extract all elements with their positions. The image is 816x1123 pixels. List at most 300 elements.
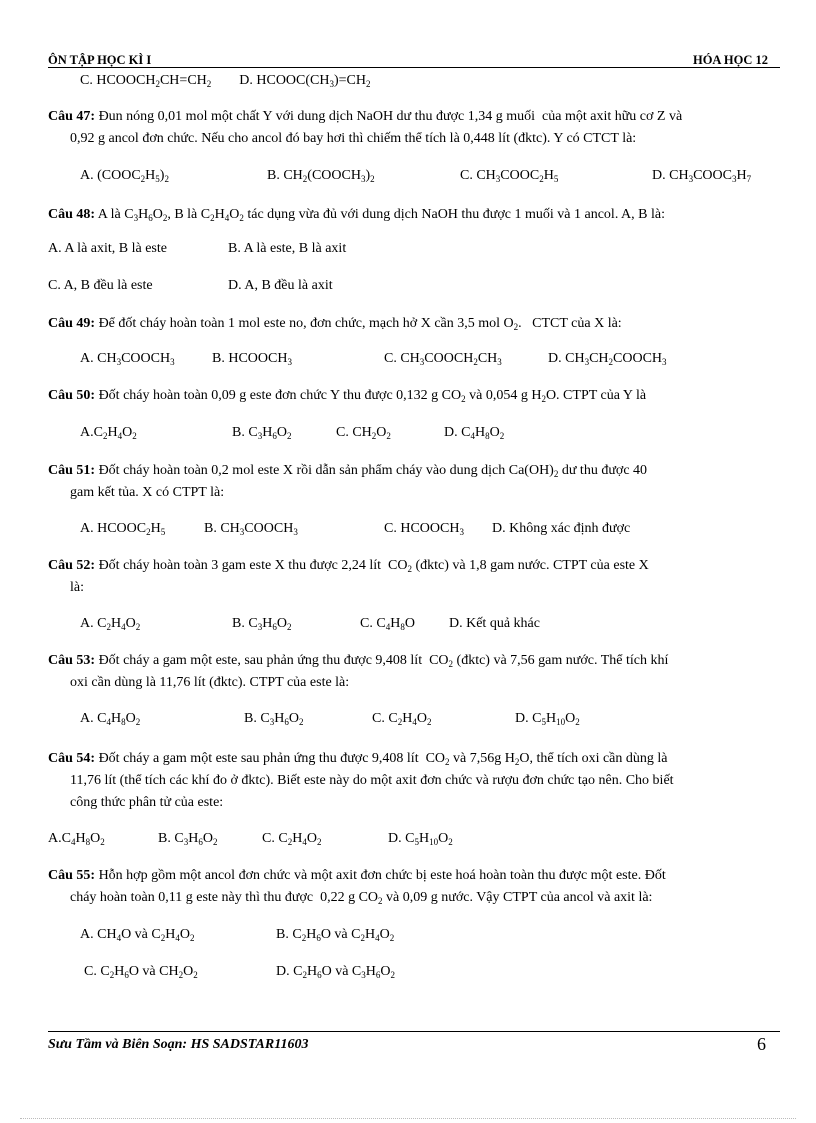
subscript: 2 — [106, 622, 111, 632]
subscript: 2 — [389, 933, 395, 943]
text-run: gam kết tủa. X có CTPT là: — [70, 485, 225, 500]
text-line — [384, 520, 464, 538]
page-number: 6 — [757, 1034, 766, 1054]
subscript: 2 — [360, 933, 365, 943]
question-number: Câu 54: — [48, 751, 96, 766]
text-run: C. HCOOCH — [80, 73, 156, 88]
text-line — [244, 710, 303, 728]
subscript: 2 — [448, 659, 454, 669]
subscript: 2 — [397, 717, 403, 727]
text-run: O — [183, 964, 194, 979]
text-line — [48, 206, 665, 224]
text-run: O — [416, 711, 427, 726]
subscript: 2 — [160, 933, 166, 943]
text-run: A. A là axit, B là este — [48, 241, 167, 256]
subscript: 2 — [164, 174, 169, 184]
text-line — [48, 750, 668, 768]
text-run: A. CH — [80, 927, 117, 942]
text-run: O — [276, 425, 287, 440]
text-run: H — [75, 831, 86, 846]
text-run: H — [545, 711, 557, 726]
text-line — [48, 315, 622, 333]
subscript: 7 — [746, 174, 752, 184]
text-run: Đốt cháy a gam một este sau phản ứng thu được 9,408 lít CO — [95, 751, 446, 766]
subscript: 3 — [293, 527, 298, 537]
text-run: H — [365, 964, 376, 979]
text-run: D. C — [388, 831, 415, 846]
text-run: O, thể tích oxi cần dùng là — [519, 751, 668, 766]
subscript: 3 — [183, 837, 189, 847]
text-run: O — [565, 711, 576, 726]
text-run: B. C — [158, 831, 184, 846]
text-line — [232, 424, 291, 442]
text-run: O và C — [320, 927, 361, 942]
subscript: 3 — [269, 717, 275, 727]
text-line — [48, 240, 167, 258]
text-run: H — [306, 964, 318, 979]
text-run: H — [543, 168, 554, 183]
text-run: COOC — [500, 168, 540, 183]
text-run: H — [418, 831, 430, 846]
text-run: COOCH — [244, 521, 294, 536]
subscript: 2 — [541, 394, 546, 404]
text-run: O — [152, 207, 163, 222]
text-run: O — [288, 711, 299, 726]
text-run: H — [262, 425, 273, 440]
text-run: B. HCOOCH — [212, 351, 288, 366]
subscript: 6 — [317, 970, 322, 980]
subscript: 2 — [302, 174, 308, 184]
text-run: C. A, B đều là este — [48, 278, 153, 293]
subscript: 2 — [239, 213, 244, 223]
header-title: ÔN TẬP HỌC KÌ I — [48, 53, 152, 67]
subscript: 6 — [198, 837, 203, 847]
text-run: A. HCOOC — [80, 521, 147, 536]
text-run: O — [202, 831, 213, 846]
header-rule — [48, 67, 780, 68]
text-run: cháy hoàn toàn 0,11 g este này thì thu được 0,22 g CO — [70, 890, 379, 905]
subscript: 2 — [461, 394, 466, 404]
text-run: O — [229, 207, 240, 222]
text-line — [48, 652, 668, 670]
text-run: , B là C — [167, 207, 211, 222]
text-run: H — [188, 831, 199, 846]
subscript: 2 — [426, 717, 432, 727]
text-line — [515, 710, 580, 728]
text-run: tác dụng vừa đủ với dung dịch NaOH thu được 1 muối và 1 ancol. A, B là: — [243, 207, 665, 222]
text-run: Hỗn hợp gồm một ancol đơn chức và một axit đơn chức bị este hoá hoàn toàn thu được một este. Đốt — [95, 868, 666, 883]
text-run: C. CH — [336, 425, 372, 440]
question-number: Câu 53: — [48, 653, 96, 668]
text-run: O — [122, 425, 133, 440]
text-run: C. C — [360, 616, 386, 631]
subscript: 3 — [257, 431, 263, 441]
text-run: H — [110, 711, 122, 726]
text-run: và 0,054 g H — [465, 388, 542, 403]
text-run: O — [376, 425, 387, 440]
text-line — [80, 520, 165, 538]
subscript: 2 — [575, 717, 580, 727]
subscript: 6 — [284, 717, 289, 727]
subscript: 6 — [272, 431, 277, 441]
subscript: 2 — [473, 357, 478, 367]
subscript: 2 — [366, 79, 371, 89]
subscript: 2 — [513, 322, 519, 332]
subscript: 2 — [378, 896, 383, 906]
text-run: B. C — [232, 616, 258, 631]
page-bottom-border — [20, 1118, 796, 1119]
text-line — [460, 167, 558, 185]
text-run: )=CH — [334, 73, 367, 88]
text-line — [80, 615, 140, 633]
text-run: H — [214, 207, 225, 222]
text-line — [384, 350, 502, 368]
text-run: H — [110, 616, 122, 631]
text-run: B. A là este, B là axit — [228, 241, 347, 256]
subscript: 2 — [370, 174, 375, 184]
text-line — [48, 557, 649, 575]
text-run: H — [736, 168, 747, 183]
subscript: 2 — [448, 837, 453, 847]
subscript: 3 — [360, 174, 366, 184]
text-run: CH — [589, 351, 609, 366]
text-run: C. C — [84, 964, 110, 979]
subscript: 5 — [541, 717, 546, 727]
text-run: D. C — [276, 964, 303, 979]
subscript: 4 — [70, 837, 76, 847]
subscript: 2 — [301, 933, 307, 943]
subscript: 3 — [419, 357, 425, 367]
text-run: O — [276, 616, 287, 631]
subscript: 8 — [121, 717, 126, 727]
question-number: Câu 49: — [48, 316, 96, 331]
text-line — [80, 710, 140, 728]
text-run: Đốt cháy hoàn toàn 3 gam este X thu được 2,24 lít CO — [95, 558, 408, 573]
text-line — [212, 350, 292, 368]
text-line — [276, 963, 395, 981]
text-run: H — [262, 616, 273, 631]
subscript: 6 — [375, 970, 381, 980]
text-line — [48, 830, 105, 848]
subscript: 2 — [371, 431, 377, 441]
text-line — [204, 520, 298, 538]
text-run: Đun nóng 0,01 mol một chất Y với dung dịch NaOH dư thu được 1,34 g muối của một axit hữu cơ Z và — [95, 109, 683, 124]
text-run: C. HCOOCH — [384, 521, 460, 536]
text-run: O — [438, 831, 449, 846]
text-run: C. C — [262, 831, 288, 846]
subscript: 2 — [100, 837, 105, 847]
text-line — [70, 579, 84, 597]
text-run: H — [165, 927, 176, 942]
text-line — [80, 167, 169, 185]
text-line — [262, 830, 321, 848]
subscript: 4 — [302, 837, 307, 847]
subscript: 3 — [361, 970, 366, 980]
subscript: 8 — [85, 837, 91, 847]
text-run: CH=CH — [159, 73, 207, 88]
subscript: 2 — [189, 933, 195, 943]
subscript: 4 — [470, 431, 475, 441]
text-run: Để đốt cháy hoàn toàn 1 mol este no, đơn chức, mạch hở X cần 3,5 mol O — [95, 316, 514, 331]
subscript: 2 — [162, 213, 168, 223]
text-run: COOCH — [613, 351, 663, 366]
subscript: 2 — [206, 79, 212, 89]
text-line — [372, 710, 431, 728]
text-run: và 0,09 g nước. Vậy CTPT của ancol và axit là: — [382, 890, 653, 905]
subscript: 4 — [116, 933, 122, 943]
text-run: C. CH — [460, 168, 496, 183]
text-run: C. C — [372, 711, 398, 726]
text-run: B. C — [232, 425, 258, 440]
text-run: là: — [70, 580, 84, 595]
text-line — [48, 867, 666, 885]
subscript: 3 — [731, 174, 737, 184]
text-run: B. CH — [267, 168, 303, 183]
subscript: 2 — [608, 357, 614, 367]
subscript: 2 — [212, 837, 218, 847]
text-line — [48, 277, 153, 295]
text-run: D. A, B đều là axit — [228, 278, 333, 293]
subscript: 2 — [135, 622, 141, 632]
text-line — [70, 794, 223, 812]
subscript: 2 — [539, 174, 544, 184]
subscript: 10 — [429, 837, 439, 847]
text-run: O — [90, 831, 101, 846]
subscript: 2 — [132, 431, 137, 441]
text-line — [48, 462, 647, 480]
text-line — [276, 926, 394, 944]
subscript: 3 — [287, 357, 292, 367]
text-run: A. CH — [80, 351, 117, 366]
subscript: 3 — [584, 357, 590, 367]
text-run: H — [474, 425, 486, 440]
subscript: 2 — [407, 564, 412, 574]
subscript: 3 — [329, 79, 334, 89]
subscript: 2 — [146, 527, 151, 537]
subscript: 3 — [495, 174, 501, 184]
text-run: B. C — [276, 927, 302, 942]
text-line — [449, 615, 540, 633]
subscript: 2 — [210, 213, 215, 223]
subscript: 4 — [224, 213, 230, 223]
text-line — [80, 424, 137, 442]
subscript: 6 — [272, 622, 277, 632]
subscript: 4 — [117, 431, 123, 441]
subscript: 2 — [155, 79, 160, 89]
text-run: H — [145, 168, 156, 183]
text-run: ) — [159, 168, 165, 183]
subscript: 3 — [170, 357, 175, 367]
text-line — [232, 615, 291, 633]
text-run: C. CH — [384, 351, 420, 366]
text-run: ) — [365, 168, 371, 183]
text-run: D. C — [515, 711, 542, 726]
subscript: 6 — [316, 933, 321, 943]
text-run: H — [306, 927, 317, 942]
text-run: O và C — [121, 927, 161, 942]
subscript: 2 — [102, 431, 108, 441]
subscript: 2 — [514, 757, 520, 767]
text-run: O — [306, 831, 317, 846]
text-run: O. CTPT của Y là — [545, 388, 647, 403]
text-run: O — [125, 711, 136, 726]
text-run: Đốt cháy hoàn toàn 0,09 g este đơn chức Y thu được 0,132 g CO — [95, 388, 462, 403]
text-line — [652, 167, 751, 185]
text-run: 0,92 g ancol đơn chức. Nếu cho ancol đó bay hơi thì chiếm thể tích là 0,448 lít (đktc). Y có CTCT là: — [70, 131, 637, 146]
subscript: 5 — [155, 174, 160, 184]
text-run: O — [404, 616, 415, 631]
footer-author: Sưu Tầm và Biên Soạn: HS SADSTAR11603 — [48, 1037, 309, 1052]
subscript: 2 — [286, 622, 292, 632]
subscript: 2 — [390, 970, 395, 980]
subscript: 4 — [175, 933, 180, 943]
subscript: 3 — [459, 527, 464, 537]
text-run: H — [390, 616, 401, 631]
subscript: 2 — [286, 431, 292, 441]
subscript: 4 — [412, 717, 417, 727]
text-line — [228, 277, 333, 295]
text-run: oxi cần dùng là 11,76 lít (đktc). CTPT của este là: — [70, 675, 350, 690]
subscript: 2 — [499, 431, 505, 441]
text-line — [70, 130, 636, 148]
subscript: 2 — [302, 970, 307, 980]
text-run: công thức phân tử của este: — [70, 795, 224, 810]
header-subject: HÓA HỌC 12 — [692, 53, 768, 67]
page-header — [48, 53, 780, 69]
subscript: 2 — [193, 970, 198, 980]
text-line — [84, 963, 198, 981]
text-line — [70, 889, 652, 907]
text-run: CH — [477, 351, 498, 366]
text-run: D. Không xác định được — [492, 521, 631, 536]
text-run: (đktc) và 1,8 gam nước. CTPT của este X — [412, 558, 649, 573]
text-run: và 7,56g H — [449, 751, 515, 766]
text-run: A. (COOC — [80, 168, 141, 183]
text-line — [444, 424, 504, 442]
question-number: Câu 51: — [48, 463, 96, 478]
text-run: O và CH — [128, 964, 179, 979]
text-run: H — [402, 711, 413, 726]
text-run: A. C — [80, 711, 107, 726]
text-run: O và C — [321, 964, 362, 979]
subscript: 2 — [287, 837, 293, 847]
text-run: Đốt cháy hoàn toàn 0,2 mol este X rồi dẫn sản phẩm cháy vào dung dịch Ca(OH) — [95, 463, 554, 478]
subscript: 2 — [140, 174, 146, 184]
subscript: 3 — [239, 527, 245, 537]
subscript: 10 — [556, 717, 566, 727]
text-line — [492, 520, 630, 538]
text-run: O — [379, 927, 390, 942]
subscript: 2 — [109, 970, 115, 980]
subscript: 6 — [124, 970, 129, 980]
subscript: 8 — [485, 431, 490, 441]
text-line — [360, 615, 415, 633]
text-run: A. C — [80, 616, 107, 631]
text-run: O — [125, 616, 136, 631]
subscript: 5 — [160, 527, 166, 537]
text-line — [336, 424, 391, 442]
text-run: H — [292, 831, 303, 846]
text-line — [388, 830, 453, 848]
text-run: COOCH — [424, 351, 474, 366]
subscript: 8 — [400, 622, 405, 632]
text-run: H — [364, 927, 376, 942]
subscript: 3 — [688, 174, 694, 184]
text-run: (COOCH — [307, 168, 361, 183]
question-number: Câu 52: — [48, 558, 96, 573]
text-line — [70, 674, 349, 692]
text-line — [70, 484, 224, 502]
text-run: H — [114, 964, 125, 979]
text-run: D. C — [444, 425, 471, 440]
subscript: 2 — [135, 717, 141, 727]
subscript: 3 — [116, 357, 122, 367]
text-run: COOC — [693, 168, 732, 183]
subscript: 2 — [553, 469, 559, 479]
subscript: 3 — [133, 213, 139, 223]
footer-rule — [48, 1031, 780, 1032]
text-run: . CTCT của X là: — [518, 316, 622, 331]
text-run: COOCH — [121, 351, 171, 366]
subscript: 6 — [148, 213, 153, 223]
text-run: dư thu được 40 — [558, 463, 648, 478]
text-run: H — [107, 425, 118, 440]
subscript: 2 — [298, 717, 304, 727]
text-line — [80, 926, 194, 944]
text-line — [70, 772, 674, 790]
text-run: H — [274, 711, 285, 726]
subscript: 3 — [497, 357, 502, 367]
subscript: 3 — [662, 357, 667, 367]
text-run: H — [150, 521, 161, 536]
text-line — [228, 240, 346, 258]
subscript: 4 — [385, 622, 391, 632]
subscript: 5 — [553, 174, 559, 184]
subscript: 2 — [445, 757, 450, 767]
text-run: D. HCOOC(CH — [211, 73, 330, 88]
text-run: D. Kết quả khác — [449, 616, 540, 631]
subscript: 2 — [316, 837, 322, 847]
text-run: O — [489, 425, 500, 440]
question-number: Câu 55: — [48, 868, 96, 883]
text-run: Đốt cháy a gam một este, sau phản ứng thu được 9,408 lít CO — [95, 653, 449, 668]
question-number: Câu 50: — [48, 388, 96, 403]
text-line — [80, 350, 175, 368]
text-line — [548, 350, 667, 368]
text-run: B. CH — [204, 521, 240, 536]
text-run: D. CH — [652, 168, 689, 183]
subscript: 4 — [375, 933, 380, 943]
text-run: A.C — [80, 425, 103, 440]
subscript: 4 — [106, 717, 111, 727]
text-line — [158, 830, 217, 848]
text-line — [80, 72, 371, 90]
text-line — [48, 108, 682, 126]
subscript: 2 — [386, 431, 391, 441]
question-number: Câu 48: — [48, 207, 96, 222]
text-run: B. C — [244, 711, 270, 726]
subscript: 3 — [257, 622, 263, 632]
text-run: (đktc) và 7,56 gam nước. Thể tích khí — [453, 653, 669, 668]
question-number: Câu 47: — [48, 109, 96, 124]
text-run: O — [179, 927, 190, 942]
subscript: 4 — [121, 622, 126, 632]
text-line — [267, 167, 375, 185]
text-run: H — [138, 207, 149, 222]
text-run: A là C — [95, 207, 134, 222]
text-line — [48, 387, 646, 405]
text-run: 11,76 lít (thể tích các khí đo ở đktc). Biết este này do một axit đơn chức và rượu đơn chức tạo nên. Cho biết — [70, 773, 674, 788]
